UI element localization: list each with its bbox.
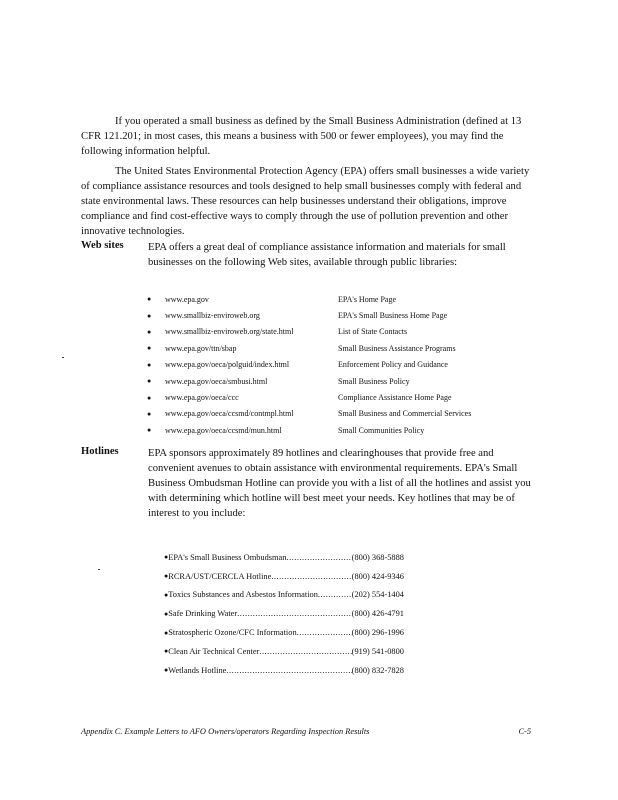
bullet-icon: ● <box>164 590 169 599</box>
list-item <box>164 661 404 680</box>
leader-dots <box>318 590 352 599</box>
site-description: Enforcement Policy and Guidance <box>338 360 448 370</box>
bullet-icon: ● <box>147 327 152 336</box>
site-description: EPA's Small Business Home Page <box>338 311 448 321</box>
bullet-icon: ● <box>164 609 169 618</box>
hotline-phone: (800) 832-7828 <box>351 665 404 675</box>
leader-dots <box>271 572 351 581</box>
footer-title: Appendix C. Example Letters to AFO Owners/operators Regarding Inspection Results <box>81 727 370 736</box>
bullet-icon: ● <box>147 311 152 320</box>
site-url: www.epa.gov/oeca/ccsmd/mun.html <box>165 425 282 435</box>
hotlines-text: EPA sponsors approximately 89 hotlines and clearinghouses that provide free and convenient avenues to obtain assistance with environmental requirements. EPA's Small Business Ombudsman Hotline can provide you with a list of all the hotlines and assist you with determining which hotline will best meet your needs. Key hotlines that may be of interest to you include: <box>148 448 531 519</box>
site-url: www.epa.gov/oeca/ccc <box>165 393 239 403</box>
site-description: Small Business Policy <box>338 376 410 386</box>
hotline-phone: (919) 541-0800 <box>351 646 404 656</box>
site-description: Compliance Assistance Home Page <box>338 393 452 403</box>
list-item <box>164 548 404 567</box>
site-description: Small Business and Commercial Services <box>338 409 472 419</box>
hotline-name: EPA's Small Business Ombudsman <box>168 552 287 562</box>
bullet-icon: ● <box>147 393 152 402</box>
list-item <box>147 422 547 438</box>
bullet-icon: ● <box>147 344 152 353</box>
bullet-icon: ● <box>164 647 169 656</box>
hotline-phone: (800) 426-4791 <box>351 609 404 619</box>
site-url: www.epa.gov/oeca/smbusi.html <box>165 376 268 386</box>
hotline-name: Safe Drinking Water <box>168 609 238 619</box>
web-sites-text: EPA offers a great deal of compliance assistance information and materials for small businesses on the following Web sites, available through public libraries: <box>148 242 506 268</box>
site-url: www.epa.gov/oeca/ccsmd/contmpl.html <box>165 409 294 419</box>
hotline-name: Toxics Substances and Asbestos Information <box>168 590 318 600</box>
site-url: www.epa.gov/ttn/sbap <box>165 343 237 353</box>
bullet-icon: ● <box>164 666 169 675</box>
site-url: www.epa.gov <box>165 294 209 304</box>
leader-dots <box>259 647 351 656</box>
scan-speck <box>62 357 64 358</box>
list-item <box>147 357 547 373</box>
hotline-phone: (800) 368-5888 <box>351 552 404 562</box>
bullet-icon: ● <box>147 360 152 369</box>
list-item <box>164 604 404 623</box>
bullet-icon: ● <box>147 377 152 386</box>
page-footer <box>81 727 531 736</box>
hotline-name: Clean Air Technical Center <box>168 646 260 656</box>
site-url: www.epa.gov/oeca/polguid/index.html <box>165 360 290 370</box>
page-number: C-5 <box>518 727 531 736</box>
hotlines-list <box>164 548 404 680</box>
intro-paragraph-2: The United States Environmental Protection Agency (EPA) offers small businesses a wide variety of compliance assistance resources and tools designed to help small businesses comply with federal and state environmental laws. These resources can help businesses understand their obligations, improve compliance and find cost-effective ways to comply through the use of pollution prevention and other innovative technologies. <box>81 166 530 237</box>
hotlines-heading: Hotlines <box>81 446 119 457</box>
bullet-icon: ● <box>147 409 152 418</box>
list-item <box>164 567 404 586</box>
hotline-phone: (202) 554-1404 <box>351 590 404 600</box>
leader-dots <box>297 628 352 637</box>
bullet-icon: ● <box>164 553 169 562</box>
web-sites-list <box>147 291 547 439</box>
intro-paragraph-1: If you operated a small business as defined by the Small Business Administration (defined at 13 CFR 121.201; in most cases, this means a business with 500 or fewer employees), you may find the following information helpful. <box>81 116 522 157</box>
list-item <box>147 406 547 422</box>
list-item <box>147 324 547 340</box>
bullet-icon: ● <box>147 426 152 435</box>
bullet-icon: ● <box>147 295 152 304</box>
site-description: Small Business Assistance Programs <box>338 343 456 353</box>
list-item <box>147 389 547 405</box>
site-description: List of State Contacts <box>338 327 408 337</box>
leader-dots <box>226 666 351 675</box>
scan-speck <box>98 569 100 570</box>
site-url: www.smallbiz-enviroweb.org/state.html <box>165 327 294 337</box>
bullet-icon: ● <box>164 572 169 581</box>
list-item <box>164 586 404 605</box>
list-item <box>147 307 547 323</box>
hotline-name: Stratospheric Ozone/CFC Information <box>168 628 297 638</box>
bullet-icon: ● <box>164 628 169 637</box>
web-sites-heading: Web sites <box>81 240 124 251</box>
list-item <box>147 340 547 356</box>
hotline-phone: (800) 296-1996 <box>351 628 404 638</box>
hotline-phone: (800) 424-9346 <box>351 571 404 581</box>
leader-dots <box>286 553 351 562</box>
hotline-name: Wetlands Hotline <box>168 665 227 675</box>
list-item <box>147 373 547 389</box>
list-item <box>164 623 404 642</box>
list-item <box>164 642 404 661</box>
site-description: EPA's Home Page <box>338 294 397 304</box>
hotline-name: RCRA/UST/CERCLA Hotline <box>168 571 272 581</box>
site-url: www.smallbiz-enviroweb.org <box>165 311 260 321</box>
site-description: Small Communities Policy <box>338 425 425 435</box>
leader-dots <box>237 609 351 618</box>
list-item <box>147 291 547 307</box>
